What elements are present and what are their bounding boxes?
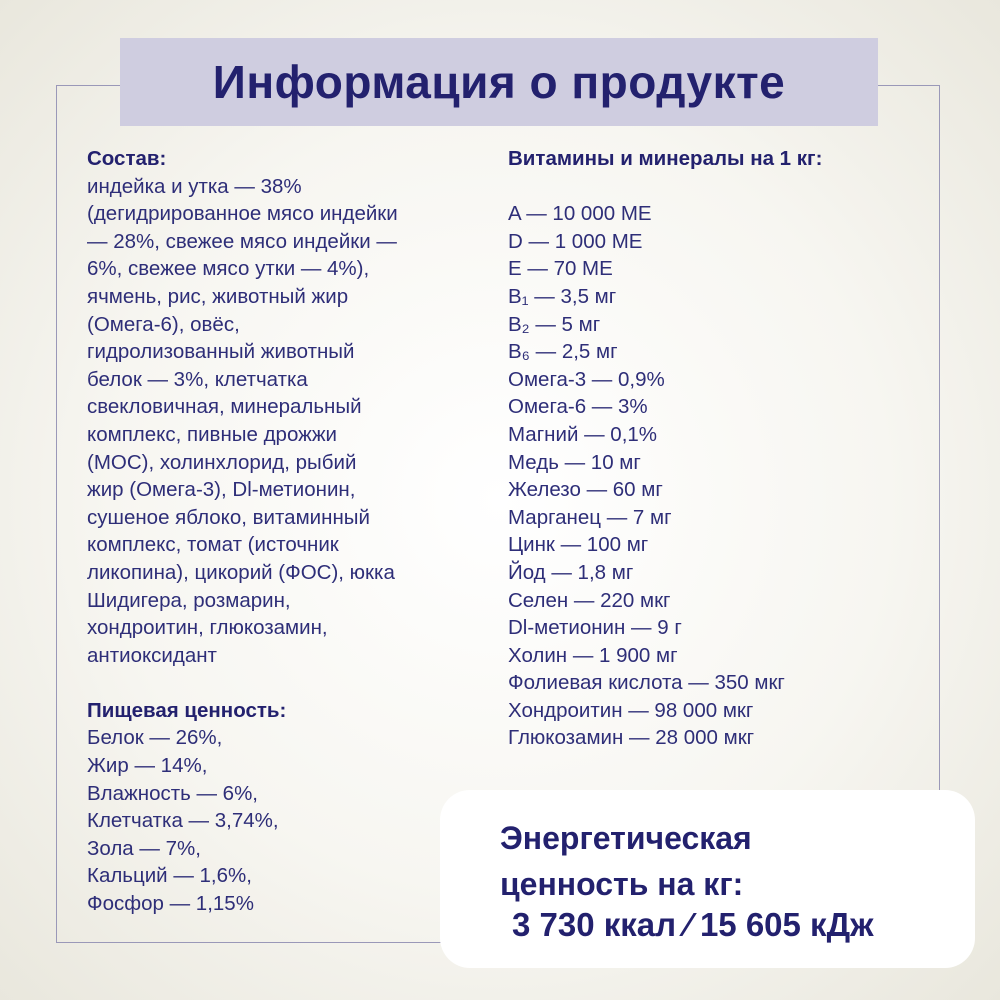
- nutrition-line: Белок — 26%,: [87, 726, 223, 750]
- composition-line: (Омега-6), овёс,: [87, 312, 240, 336]
- vitamin-line: B₂ — 5 мг: [508, 312, 601, 336]
- composition-line: ячмень, рис, животный жир: [87, 284, 349, 308]
- nutrition-line: Влажность — 6%,: [87, 781, 259, 805]
- energy-value: 3 730 ккал ⁄ 15 605 кДж: [512, 906, 874, 943]
- vitamins-heading: Витамины и минералы на 1 кг:: [508, 147, 823, 170]
- vitamin-line: D — 1 000 МЕ: [508, 229, 643, 253]
- vitamin-line: Омега-6 — 3%: [508, 395, 648, 419]
- vitamin-line: Медь — 10 мг: [508, 450, 641, 474]
- page-title: Информация о продукте: [212, 56, 786, 108]
- composition-line: гидролизованный животный: [87, 340, 355, 364]
- nutrition-line: Жир — 14%,: [87, 754, 208, 778]
- vitamin-line: E — 70 МЕ: [508, 257, 613, 281]
- composition-line: белок — 3%, клетчатка: [87, 367, 308, 391]
- nutrition-line: Фосфор — 1,15%: [87, 892, 254, 916]
- composition-line: жир (Омега-3), Dl-метионин,: [87, 478, 356, 502]
- vitamin-line: Селен — 220 мкг: [508, 588, 671, 612]
- composition-line: ликопина), цикорий (ФОС), юкка: [87, 560, 395, 584]
- nutrition-line: Клетчатка — 3,74%,: [87, 809, 279, 833]
- composition-line: хондроитин, глюкозамин,: [87, 616, 328, 640]
- vitamins-list: [508, 200, 928, 752]
- right-column: [508, 145, 928, 752]
- section-spacer: [87, 669, 477, 697]
- vitamin-line: Фолиевая кислота — 350 мкг: [508, 671, 785, 695]
- composition-line: Шидигера, розмарин,: [87, 588, 291, 612]
- vitamin-line: Глюкозамин — 28 000 мкг: [508, 726, 755, 750]
- composition-line: комплекс, томат (источник: [87, 533, 339, 557]
- vitamin-line: Dl-метионин — 9 г: [508, 616, 682, 640]
- composition-line: индейка и утка — 38%: [87, 174, 302, 198]
- vitamin-line: Хондроитин — 98 000 мкг: [508, 698, 754, 722]
- vitamin-line: Цинк — 100 мг: [508, 533, 649, 557]
- energy-label-line1: Энергетическая: [500, 820, 752, 856]
- composition-line: сушеное яблоко, витаминный: [87, 505, 370, 529]
- vitamin-line: Магний — 0,1%: [508, 422, 658, 446]
- energy-label-line2: ценность на кг:: [500, 866, 744, 902]
- nutrition-line: Кальций — 1,6%,: [87, 864, 252, 888]
- composition-line: комплекс, пивные дрожжи: [87, 422, 338, 446]
- vitamin-line: Холин — 1 900 мг: [508, 643, 678, 667]
- section-spacer: [508, 173, 928, 201]
- nutrition-heading: Пищевая ценность:: [87, 698, 287, 722]
- vitamin-line: Марганец — 7 мг: [508, 505, 672, 529]
- composition-line: антиоксидант: [87, 643, 217, 667]
- composition-line: свекловичная, минеральный: [87, 395, 362, 419]
- vitamin-line: B₁ — 3,5 мг: [508, 284, 617, 308]
- nutrition-list: [87, 724, 477, 917]
- vitamin-line: Железо — 60 мг: [508, 478, 663, 502]
- vitamin-line: B₆ — 2,5 мг: [508, 340, 618, 364]
- composition-line: (дегидрированное мясо индейки: [87, 202, 398, 226]
- composition-line: (МОС), холинхлорид, рыбий: [87, 450, 357, 474]
- composition-list: [87, 173, 477, 670]
- left-column: [87, 145, 477, 918]
- composition-line: 6%, свежее мясо утки — 4%),: [87, 257, 370, 281]
- vitamin-line: Омега-3 — 0,9%: [508, 367, 665, 391]
- vitamin-line: A — 10 000 МЕ: [508, 202, 652, 226]
- vitamin-line: Йод — 1,8 мг: [508, 560, 634, 584]
- composition-heading: Состав:: [87, 147, 167, 170]
- nutrition-line: Зола — 7%,: [87, 836, 201, 860]
- composition-line: — 28%, свежее мясо индейки —: [87, 229, 397, 253]
